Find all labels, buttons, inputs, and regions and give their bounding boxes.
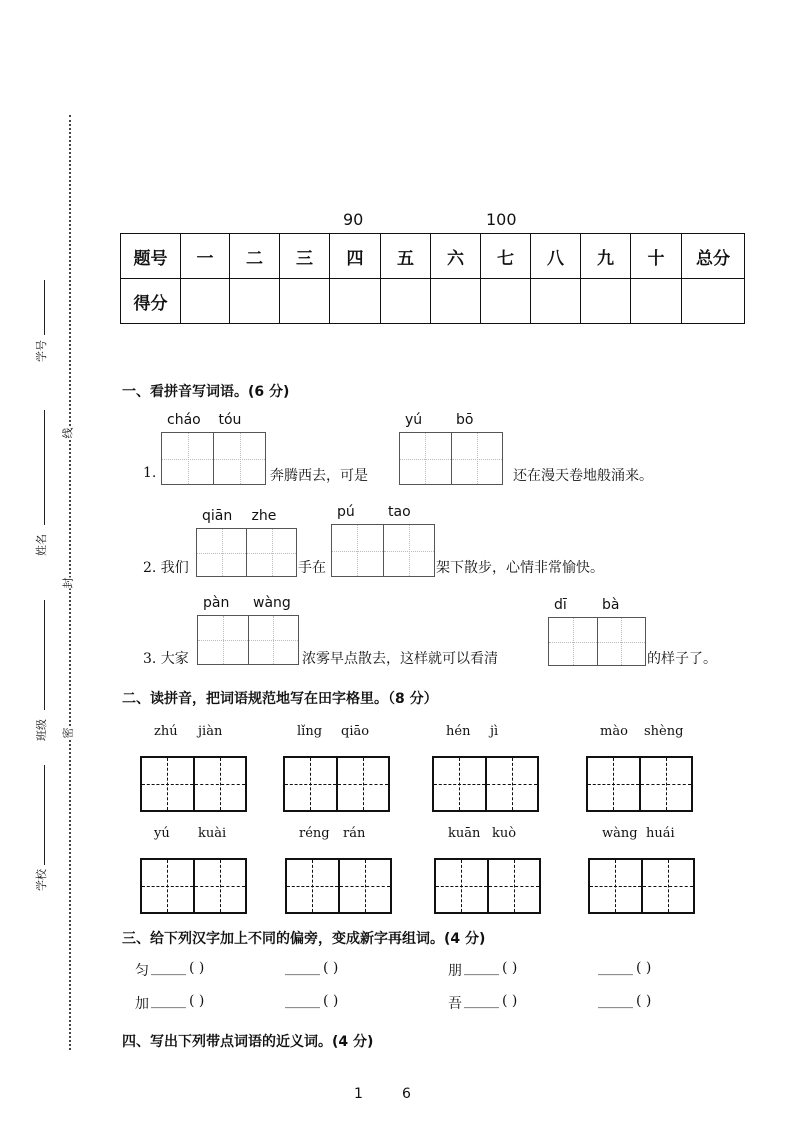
base-char: 匀 <box>135 963 149 979</box>
class-label: 班级 <box>35 719 48 741</box>
pinyin: dī <box>554 597 567 613</box>
grid-cell[interactable] <box>400 433 452 484</box>
score-row-label: 得分 <box>121 279 181 324</box>
answer-blank[interactable]: _____ <box>598 960 633 976</box>
pinyin: wàng <box>253 595 291 611</box>
writing-grid[interactable] <box>586 756 693 812</box>
grid-cell[interactable] <box>588 758 641 810</box>
student-id-label: 学号 <box>35 340 48 362</box>
answer-grid[interactable] <box>161 432 266 485</box>
answer-paren: ( ) <box>323 960 339 976</box>
pinyin: pú <box>337 504 355 520</box>
section4-title: 四、写出下列带点词语的近义词。(4 分) <box>122 1034 374 1050</box>
pinyin: zhú <box>154 724 178 739</box>
pinyin: pàn <box>203 595 230 611</box>
item-number: 2. 我们 <box>143 560 189 576</box>
sentence-text: 手在 <box>298 560 326 576</box>
answer-blank[interactable]: _____ <box>151 993 186 1009</box>
grid-cell[interactable] <box>590 860 643 912</box>
score-input-cell[interactable] <box>531 279 581 324</box>
score-table <box>120 233 745 324</box>
answer-grid[interactable] <box>399 432 503 485</box>
base-char: 加 <box>135 996 149 1012</box>
answer-grid[interactable] <box>331 524 435 577</box>
grid-cell[interactable] <box>197 529 247 576</box>
pinyin: qiāo <box>341 724 370 739</box>
pinyin: rán <box>343 826 366 841</box>
score-header-cell: 七 <box>481 234 531 279</box>
pinyin: yú <box>405 412 423 428</box>
page-total: 6 <box>402 1086 411 1102</box>
class-underline <box>44 600 45 710</box>
pinyin: lǐng <box>297 724 323 739</box>
pinyin: qiān <box>202 508 233 524</box>
grid-cell[interactable] <box>641 758 692 810</box>
score-input-cell[interactable] <box>481 279 531 324</box>
writing-grid[interactable] <box>140 756 247 812</box>
answer-blank[interactable]: _____ <box>285 960 320 976</box>
pinyin: kuān <box>448 826 481 841</box>
score-note-100: 100 <box>486 210 517 229</box>
grid-cell[interactable] <box>195 860 246 912</box>
answer-paren: ( ) <box>189 960 205 976</box>
school-label: 学校 <box>35 869 48 891</box>
grid-cell[interactable] <box>643 860 694 912</box>
pinyin: huái <box>646 826 675 841</box>
score-input-cell[interactable] <box>682 279 745 324</box>
sentence-text: 还在漫天卷地般涌来。 <box>513 468 653 484</box>
grid-cell[interactable] <box>487 758 538 810</box>
grid-cell[interactable] <box>452 433 503 484</box>
score-header-cell: 四 <box>330 234 381 279</box>
grid-cell[interactable] <box>598 618 646 665</box>
item-number: 1. <box>143 465 157 481</box>
answer-paren: ( ) <box>502 993 518 1009</box>
score-header-cell: 六 <box>431 234 481 279</box>
student-id-underline <box>44 280 45 335</box>
pinyin: zhe <box>251 508 277 524</box>
score-header-cell: 题号 <box>121 234 181 279</box>
base-char: 吾 <box>448 996 462 1012</box>
score-input-cell[interactable] <box>230 279 280 324</box>
name-underline <box>44 410 45 525</box>
base-char: 朋 <box>448 963 462 979</box>
answer-paren: ( ) <box>323 993 339 1009</box>
score-input-cell[interactable] <box>330 279 381 324</box>
grid-cell[interactable] <box>340 860 391 912</box>
pinyin: bà <box>602 597 620 613</box>
sentence-text: 奔腾西去，可是 <box>270 468 368 484</box>
item-number: 3. 大家 <box>143 651 189 667</box>
answer-paren: ( ) <box>189 993 205 1009</box>
pinyin: shèng <box>644 724 684 739</box>
answer-blank[interactable]: _____ <box>151 960 186 976</box>
score-header-cell: 九 <box>581 234 631 279</box>
answer-paren: ( ) <box>636 960 652 976</box>
writing-grid[interactable] <box>283 756 390 812</box>
pinyin: tao <box>388 504 411 520</box>
answer-grid[interactable] <box>197 615 299 665</box>
answer-blank[interactable]: _____ <box>285 993 320 1009</box>
grid-cell[interactable] <box>338 758 389 810</box>
grid-cell[interactable] <box>332 525 384 576</box>
pinyin: bō <box>456 412 474 428</box>
score-input-cell[interactable] <box>181 279 230 324</box>
pinyin: hén <box>446 724 471 739</box>
answer-paren: ( ) <box>502 960 518 976</box>
page-number: 1 <box>354 1086 363 1102</box>
grid-cell[interactable] <box>142 860 195 912</box>
grid-cell[interactable] <box>142 758 195 810</box>
sentence-text: 架下散步，心情非常愉快。 <box>436 560 604 576</box>
grid-cell[interactable] <box>249 616 299 664</box>
answer-blank[interactable]: _____ <box>598 993 633 1009</box>
answer-paren: ( ) <box>636 993 652 1009</box>
pinyin: jiàn <box>198 724 223 739</box>
answer-grid[interactable] <box>196 528 297 577</box>
writing-grid[interactable] <box>140 858 247 914</box>
pinyin: mào <box>600 724 628 739</box>
score-input-cell[interactable] <box>431 279 481 324</box>
score-note-90: 90 <box>343 210 364 229</box>
score-header-cell: 二 <box>230 234 280 279</box>
grid-cell[interactable] <box>285 758 338 810</box>
grid-cell[interactable] <box>489 860 540 912</box>
grid-cell[interactable] <box>198 616 249 664</box>
sentence-text: 浓雾早点散去，这样就可以看清 <box>302 651 498 667</box>
answer-blank[interactable]: _____ <box>464 960 499 976</box>
score-input-cell[interactable] <box>631 279 682 324</box>
grid-cell[interactable] <box>214 433 265 484</box>
score-header-cell: 一 <box>181 234 230 279</box>
seal-mark-seal: 封 <box>61 577 75 589</box>
grid-cell[interactable] <box>195 758 246 810</box>
score-header-row <box>121 234 745 279</box>
section1-title: 一、看拼音写词语。(6 分) <box>122 384 290 400</box>
grid-cell[interactable] <box>162 433 214 484</box>
score-header-cell: 三 <box>280 234 330 279</box>
score-input-cell[interactable] <box>581 279 631 324</box>
pinyin: réng <box>299 826 330 841</box>
name-label: 姓名 <box>35 534 48 556</box>
seal-mark-line: 线 <box>61 427 75 439</box>
score-input-cell[interactable] <box>280 279 330 324</box>
pinyin: wàng <box>602 826 638 841</box>
grid-cell[interactable] <box>436 860 489 912</box>
grid-cell[interactable] <box>384 525 435 576</box>
grid-cell[interactable] <box>549 618 598 665</box>
answer-blank[interactable]: _____ <box>464 993 499 1009</box>
writing-grid[interactable] <box>285 858 392 914</box>
score-header-cell: 五 <box>381 234 431 279</box>
score-header-cell: 八 <box>531 234 581 279</box>
score-header-cell: 总分 <box>682 234 745 279</box>
school-underline <box>44 765 45 865</box>
writing-grid[interactable] <box>434 858 541 914</box>
pinyin: cháo <box>167 412 201 428</box>
writing-grid[interactable] <box>588 858 695 914</box>
pinyin: kuài <box>198 826 227 841</box>
score-input-cell[interactable] <box>381 279 431 324</box>
section3-title: 三、给下列汉字加上不同的偏旁，变成新字再组词。(4 分) <box>122 931 486 947</box>
score-header-cell: 十 <box>631 234 682 279</box>
section2-title: 二、读拼音，把词语规范地写在田字格里。（8 分） <box>122 691 438 707</box>
score-row <box>121 279 745 324</box>
answer-grid[interactable] <box>548 617 646 666</box>
grid-cell[interactable] <box>287 860 340 912</box>
writing-grid[interactable] <box>432 756 539 812</box>
pinyin: yú <box>154 826 170 841</box>
pinyin: kuò <box>492 826 517 841</box>
seal-mark-secret: 密 <box>61 727 75 739</box>
grid-cell[interactable] <box>434 758 487 810</box>
pinyin: tóu <box>218 412 242 428</box>
sentence-text: 的样子了。 <box>647 651 717 667</box>
pinyin: jì <box>490 724 499 739</box>
grid-cell[interactable] <box>247 529 296 576</box>
